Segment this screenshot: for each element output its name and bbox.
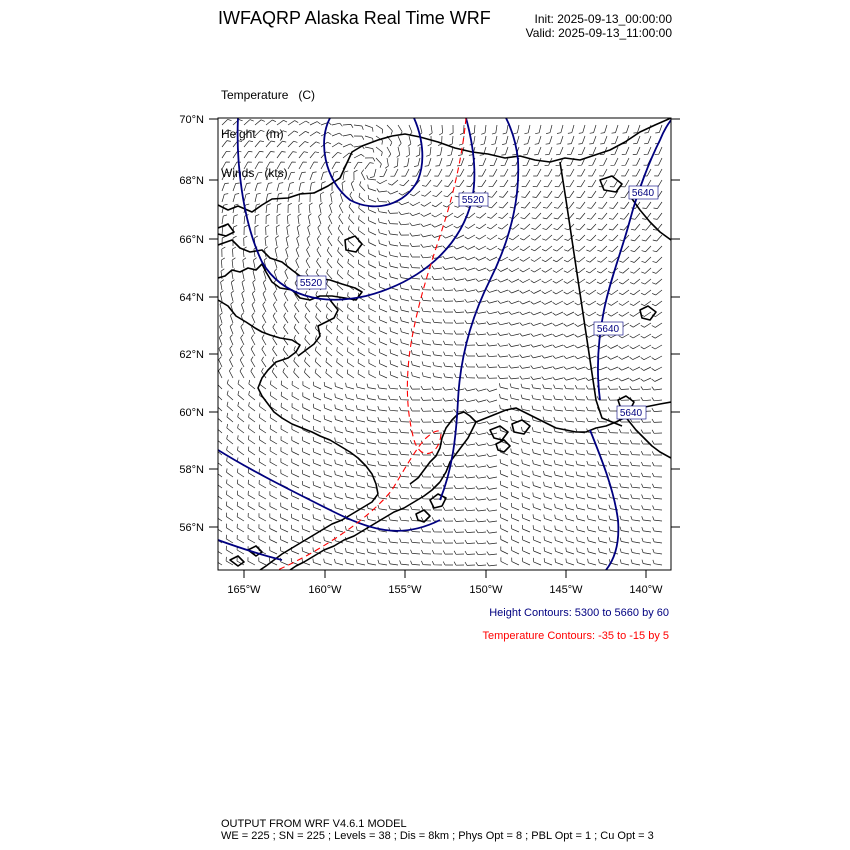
wind-barb-field	[215, 119, 662, 566]
contour-label: 5520	[461, 195, 485, 206]
model-config: WE = 225 ; SN = 225 ; Levels = 38 ; Dis = 8km ; Phys Opt = 8 ; PBL Opt = 1 ; Cu Opt = 3	[221, 830, 654, 842]
contour-label: 5640	[596, 324, 620, 335]
lat-tick-label: 56°N	[179, 522, 204, 534]
lon-tick-label: 155°W	[388, 584, 422, 596]
lon-tick-label: 160°W	[308, 584, 342, 596]
contour-label: 5640	[619, 408, 643, 419]
model-version: OUTPUT FROM WRF V4.6.1 MODEL	[221, 818, 407, 830]
longitude-axis	[227, 570, 663, 596]
contour-label: 5640	[631, 188, 655, 199]
lat-tick-label: 62°N	[179, 349, 204, 361]
lat-tick-label: 64°N	[179, 292, 204, 304]
wind-barbs	[215, 119, 662, 566]
height-contour-info: Height Contours: 5300 to 5660 by 60	[489, 607, 669, 619]
plot-title: IWFAQRP Alaska Real Time WRF	[218, 8, 491, 28]
model-footer	[221, 818, 654, 842]
field-label-winds: Winds (kts)	[221, 166, 288, 180]
lat-tick-label: 66°N	[179, 234, 204, 246]
field-label-height: Height (m)	[221, 127, 284, 141]
contour-label: 5520	[299, 278, 323, 289]
init-time: Init: 2025-09-13_00:00:00	[534, 12, 672, 26]
lon-tick-label: 165°W	[227, 584, 261, 596]
temperature-contour-info: Temperature Contours: -35 to -15 by 5	[482, 630, 669, 642]
valid-time: Valid: 2025-09-13_11:00:00	[525, 26, 672, 40]
lat-tick-label: 70°N	[179, 114, 204, 126]
lon-tick-label: 145°W	[549, 584, 583, 596]
lat-tick-label: 58°N	[179, 464, 204, 476]
field-label-temperature: Temperature (C)	[221, 88, 316, 102]
lon-tick-label: 140°W	[629, 584, 663, 596]
lat-tick-label: 60°N	[179, 407, 204, 419]
lat-tick-label: 68°N	[179, 175, 204, 187]
lon-tick-label: 150°W	[469, 584, 503, 596]
